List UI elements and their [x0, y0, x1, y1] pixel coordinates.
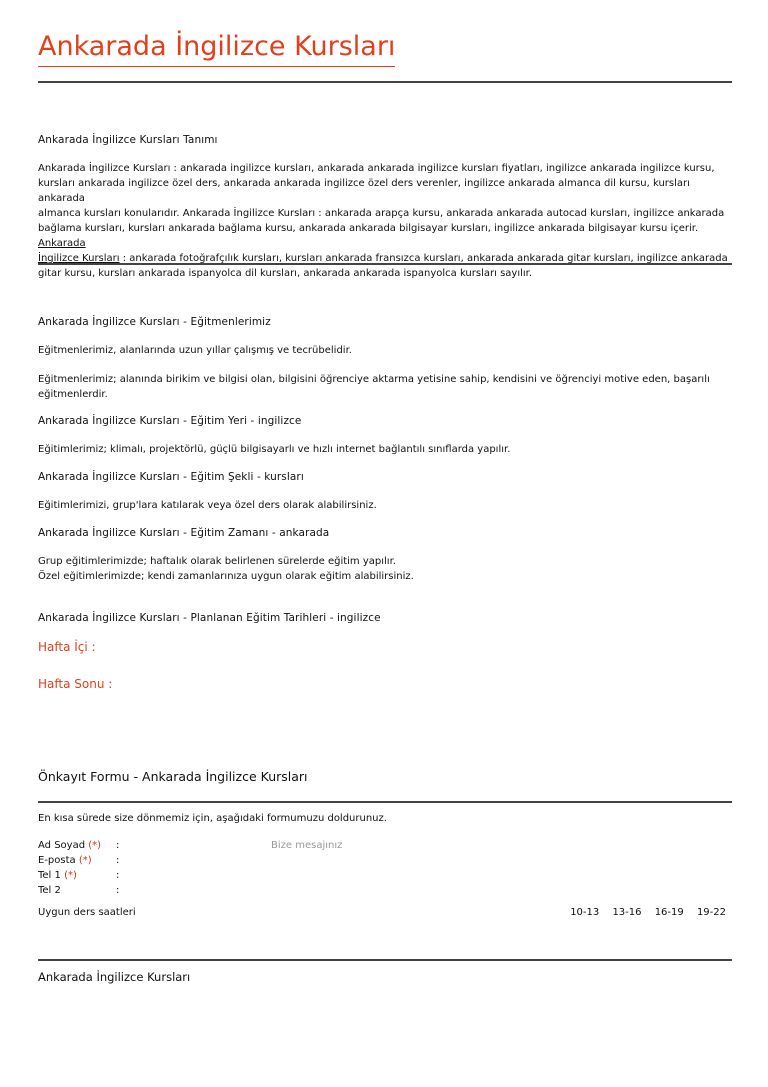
- divider: [38, 801, 732, 803]
- field-label: E-posta (*): [38, 855, 92, 866]
- hours-label: Uygun ders saatleri: [38, 907, 136, 918]
- intro-link[interactable]: Ankarada: [38, 238, 86, 249]
- timing-line: Özel eğitimlerimizde; kendi zamanlarınıza uygun olarak eğitim alabilirsiniz.: [38, 571, 414, 582]
- location-paragraph: Eğitimlerimiz; klimalı, projektörlü, güçlü bilgisayarlı ve hızlı internet bağlantılı sınıflarda yapılır.: [38, 444, 511, 455]
- intro-heading: Ankarada İngilizce Kursları Tanımı: [38, 134, 218, 146]
- field-colon: :: [116, 885, 120, 896]
- hours-option[interactable]: 19-22: [696, 907, 726, 918]
- weekend-heading: Hafta Sonu :: [38, 677, 113, 691]
- hours-option[interactable]: 10-13: [570, 907, 600, 918]
- required-mark: (*): [64, 870, 77, 881]
- divider: [38, 959, 732, 961]
- message-textarea[interactable]: Bize mesajınız: [271, 840, 343, 851]
- instructors-heading: Ankarada İngilizce Kursları - Eğitmenlerimiz: [38, 316, 271, 328]
- instructors-p2: [38, 372, 732, 402]
- format-heading: Ankarada İngilizce Kursları - Eğitim Şekli - kursları: [38, 471, 304, 483]
- intro-line-text: bağlama kursları, kursları ankarada bağlama kursu, ankarada ankarada bilgisayar kursları, ingilizce ankarada bilgisayar kursu içerir.: [38, 223, 699, 234]
- location-heading: Ankarada İngilizce Kursları - Eğitim Yeri - ingilizce: [38, 415, 302, 427]
- form-title: Önkayıt Formu - Ankarada İngilizce Kursları: [38, 769, 308, 784]
- field-label: Tel 2: [38, 885, 61, 896]
- timing-heading: Ankarada İngilizce Kursları - Eğitim Zamanı - ankarada: [38, 527, 330, 539]
- field-label: Ad Soyad (*): [38, 840, 102, 851]
- phone2-field[interactable]: [38, 885, 338, 900]
- instructors-p1: Eğitmenlerimiz, alanlarında uzun yıllar çalışmış ve tecrübelidir.: [38, 345, 352, 356]
- schedule-heading: Ankarada İngilizce Kursları - Planlanan Eğitim Tarihleri - ingilizce: [38, 612, 381, 624]
- field-label: Tel 1 (*): [38, 870, 77, 881]
- required-mark: (*): [78, 855, 92, 866]
- hours-options: [560, 907, 726, 918]
- instructors-p2-line: Eğitmenlerimiz; alanında birikim ve bilgisi olan, bilgisini öğrenciye aktarma yetisine sahip, kendisini ve öğrenciyi motive eden, başarılı: [38, 374, 710, 385]
- timing-paragraph: [38, 554, 732, 584]
- hours-option[interactable]: 16-19: [654, 907, 684, 918]
- document-page: [38, 0, 732, 1087]
- page-title: Ankarada İngilizce Kursları: [38, 30, 395, 67]
- intro-line: almanca kursları konularıdır. Ankarada İngilizce Kursları : ankarada arapça kursu, ankarada ankarada autocad kursları, ingilizce ankarada: [38, 208, 725, 219]
- divider: [38, 81, 732, 83]
- field-colon: :: [116, 855, 120, 866]
- intro-line: [38, 221, 732, 251]
- intro-line: Ankarada İngilizce Kursları : ankarada ingilizce kursları, ankarada ankarada ingilizce kursları fiyatları, ingilizce ankarada ingilizce kursu,: [38, 163, 715, 174]
- field-colon: :: [116, 840, 120, 851]
- instructors-p2-line: eğitmenlerdir.: [38, 389, 108, 400]
- intro-link-continued[interactable]: İngilizce Kursları: [38, 253, 120, 264]
- field-colon: :: [116, 870, 120, 881]
- intro-line: gitar kursu, kursları ankarada ispanyolca dil kursları, ankarada ankarada ispanyolca kursları sayılır.: [38, 268, 533, 279]
- weekday-heading: Hafta İçi :: [38, 640, 96, 654]
- hours-option[interactable]: 13-16: [612, 907, 642, 918]
- divider: [38, 263, 732, 265]
- form-intro: En kısa sürede size dönmemiz için, aşağıdaki formumuzu doldurunuz.: [38, 813, 387, 824]
- timing-line: Grup eğitimlerimizde; haftalık olarak belirlenen sürelerde eğitim yapılır.: [38, 556, 396, 567]
- email-field[interactable]: [38, 855, 338, 870]
- required-mark: (*): [88, 840, 102, 851]
- phone1-field[interactable]: [38, 870, 338, 885]
- format-paragraph: Eğitimlerimizi, grup'lara katılarak veya özel ders olarak alabilirsiniz.: [38, 500, 377, 511]
- intro-line: kursları ankarada ingilizce özel ders, ankarada ankarada ingilizce özel ders verenler, ingilizce ankarada almanca dil kursu, kursları ankarada: [38, 178, 690, 204]
- footer-title: Ankarada İngilizce Kursları: [38, 970, 191, 984]
- intro-line-text: : ankarada fotoğrafçılık kursları, kursları ankarada fransızca kursları, ankarada ankarada gitar kursları, ingilizce ankarada: [122, 253, 728, 264]
